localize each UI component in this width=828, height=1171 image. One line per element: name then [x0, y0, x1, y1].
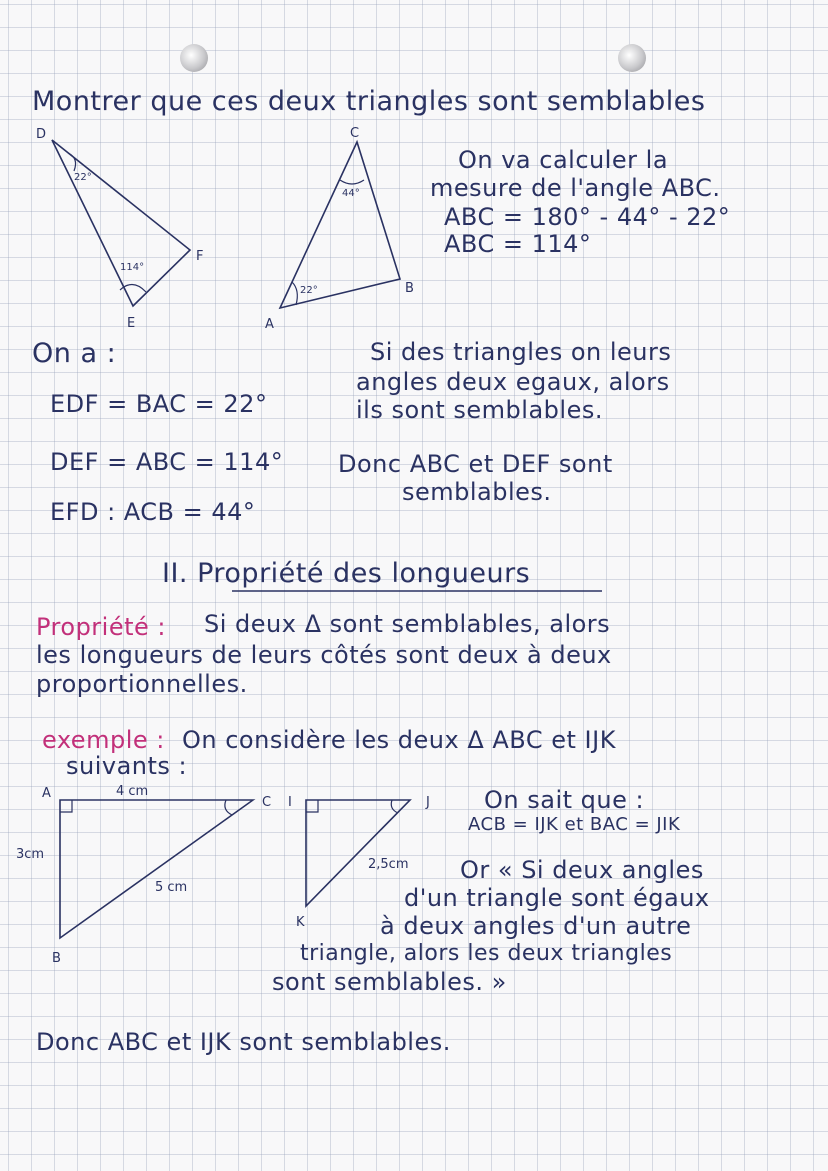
vertex-c: C — [350, 126, 360, 141]
exemple-line-1: On considère les deux Δ ABC et IJK — [182, 726, 616, 754]
propriete-line-2: les longueurs de leurs côtés sont deux à deux — [36, 641, 612, 669]
section-title: II. Propriété des longueurs — [162, 558, 531, 589]
triangle-abc-right — [60, 800, 253, 938]
known-line-2: ACB = IJK et BAC = JIK — [468, 814, 681, 835]
calc-line-2: mesure de l'angle ABC. — [430, 174, 721, 202]
theorem-line-5: sont semblables. » — [272, 968, 507, 996]
vertex-e: E — [127, 316, 136, 331]
theorem-line-4: triangle, alors les deux triangles — [300, 941, 673, 966]
exemple-line-2: suivants : — [66, 752, 188, 780]
triangle-def — [52, 140, 190, 306]
angle-e-label: 114° — [120, 262, 145, 273]
vertex-f: F — [196, 249, 204, 264]
property-note-line-1: Si des triangles on leurs — [370, 338, 672, 366]
angle-a-label: 22° — [300, 285, 318, 296]
angle-c-label: 44° — [342, 188, 360, 199]
vertex-d: D — [36, 127, 47, 142]
side-ab-label: 3cm — [16, 847, 45, 862]
calc-line-4: ABC = 114° — [444, 230, 592, 258]
property-note-line-3: ils sont semblables. — [356, 396, 603, 424]
theorem-line-1: Or « Si deux angles — [460, 856, 704, 884]
equality-3: EFD : ACB = 44° — [50, 498, 256, 526]
equality-2: DEF = ABC = 114° — [50, 448, 284, 476]
on-a-label: On a : — [32, 338, 117, 369]
propriete-line-3: proportionnelles. — [36, 670, 248, 698]
vertex-a: A — [265, 317, 274, 332]
vertex-c-2: C — [262, 795, 272, 810]
calc-line-1: On va calculer la — [458, 146, 669, 174]
calc-line-3: ABC = 180° - 44° - 22° — [444, 203, 731, 231]
theorem-line-2: d'un triangle sont égaux — [404, 884, 710, 912]
propriete-line-1: Si deux Δ sont semblables, alors — [204, 610, 611, 638]
triangle-cab — [280, 142, 400, 308]
vertex-b: B — [405, 281, 414, 296]
conclusion-1-line-1: Donc ABC et DEF sont — [338, 450, 613, 478]
side-jk-label: 2,5cm — [368, 857, 409, 872]
vertex-i: I — [288, 795, 292, 810]
conclusion-1-line-2: semblables. — [402, 478, 552, 506]
propriete-label: Propriété : — [36, 613, 166, 641]
property-note-line-2: angles deux egaux, alors — [356, 368, 670, 396]
triangle-ijk — [306, 800, 410, 906]
side-bc-label: 5 cm — [155, 880, 188, 895]
page-title: Montrer que ces deux triangles sont semblables — [32, 86, 706, 117]
equality-1: EDF = BAC = 22° — [50, 390, 268, 418]
exemple-label: exemple : — [42, 726, 165, 754]
vertex-a-2: A — [42, 786, 51, 801]
conclusion-2: Donc ABC et IJK sont semblables. — [36, 1028, 451, 1056]
theorem-line-3: à deux angles d'un autre — [380, 912, 692, 940]
side-ac-label: 4 cm — [116, 784, 149, 799]
vertex-k: K — [296, 915, 305, 930]
angle-d-label: 22° — [74, 172, 92, 183]
known-line-1: On sait que : — [484, 786, 645, 814]
vertex-j: J — [426, 795, 430, 810]
vertex-b-2: B — [52, 951, 61, 966]
